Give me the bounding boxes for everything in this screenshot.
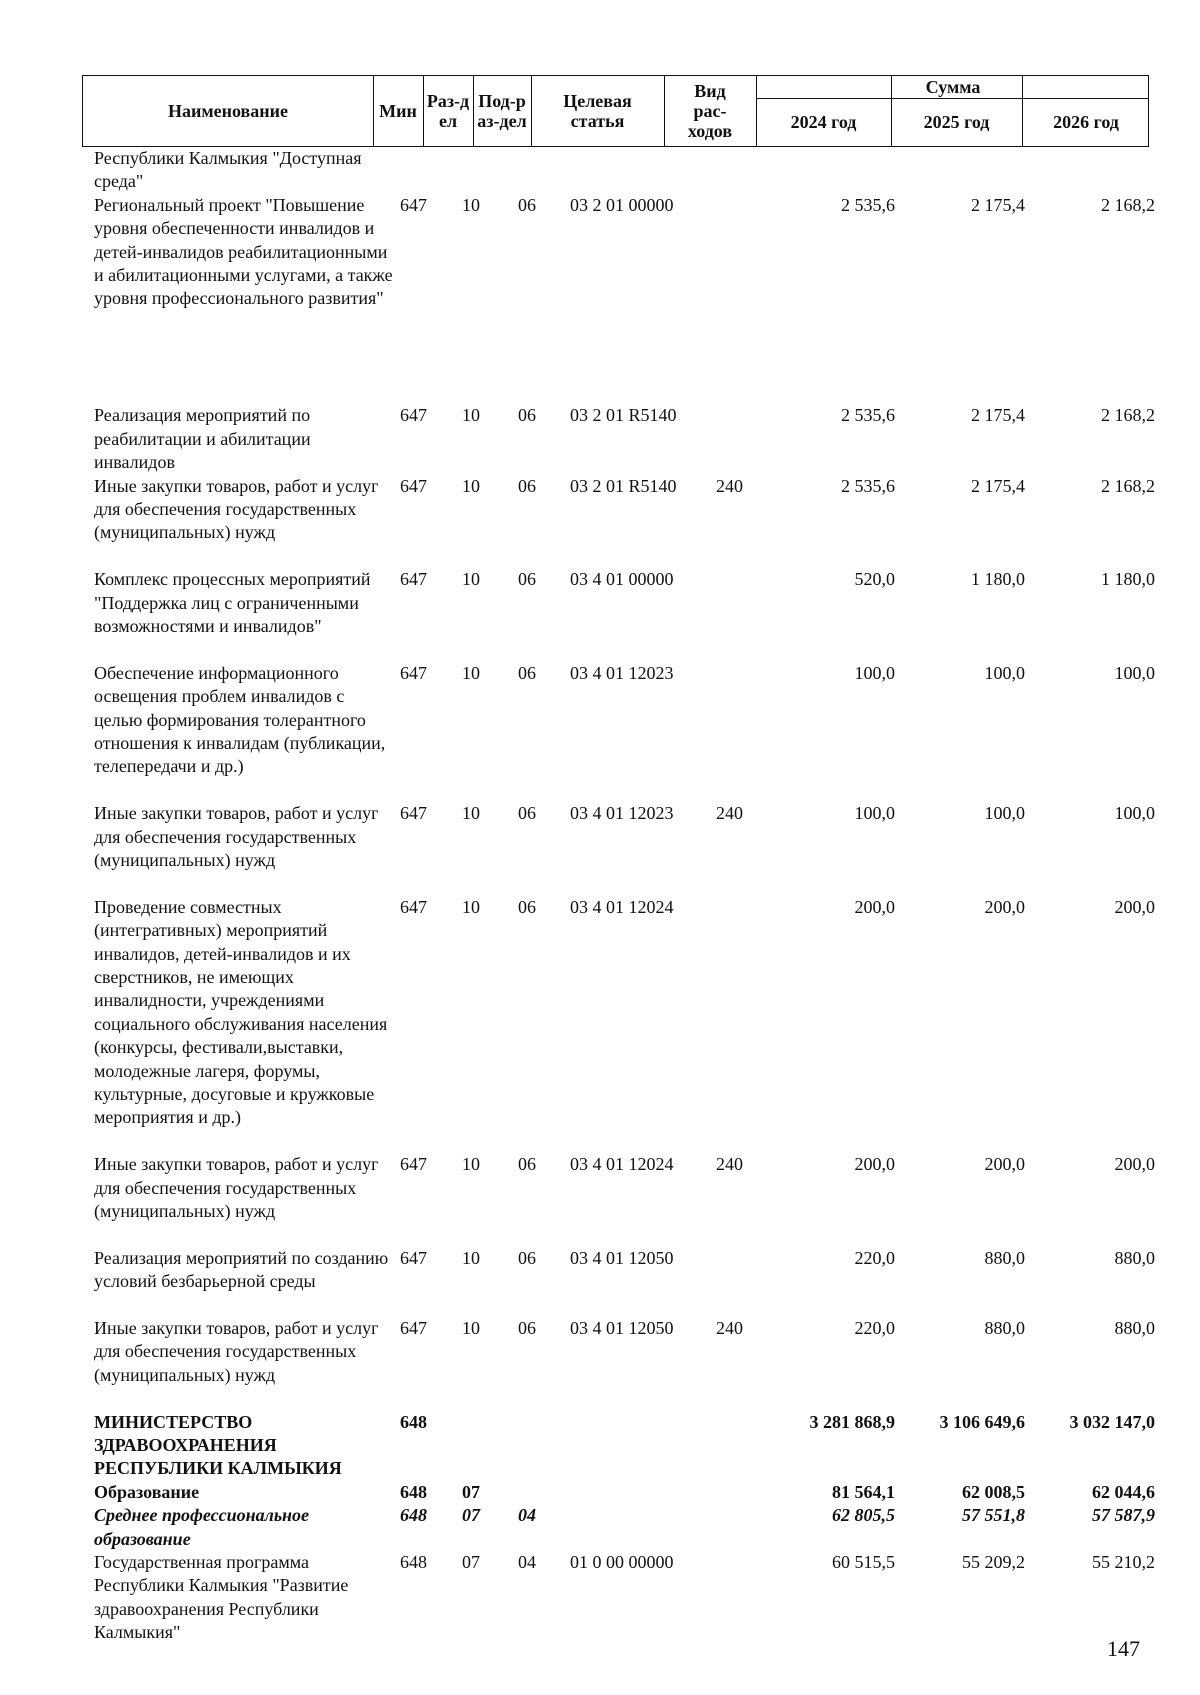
table-row [0,1504,1200,1551]
row-sum-2025: 2 175,4 [971,475,1025,496]
table-row [0,1153,1200,1247]
header-vid: Вид рас-ходов [687,81,733,141]
row-celevaya: 03 4 01 12024 [570,896,674,917]
row-podrazdel: 06 [518,475,536,496]
table-row [0,1551,1200,1645]
table-row [0,1481,1200,1504]
row-podrazdel: 06 [518,896,536,917]
row-sum-2024: 200,0 [854,1154,895,1175]
row-sum-2025: 880,0 [984,1317,1025,1338]
row-sum-2025: 880,0 [984,1247,1025,1268]
header-name: Наименование [168,101,288,121]
row-razdel: 07 [462,1505,480,1526]
header-2024: 2024 год [790,112,857,132]
row-sum-2025: 100,0 [984,803,1025,824]
row-sum-2025: 100,0 [984,662,1025,683]
row-sum-2024: 100,0 [854,662,895,683]
row-min: 647 [400,475,427,496]
page-number: 147 [1107,1636,1140,1661]
table-row [0,568,1200,662]
row-sum-2026: 880,0 [1114,1317,1155,1338]
row-min: 647 [400,896,427,917]
row-razdel: 07 [462,1481,480,1502]
row-podrazdel: 06 [518,569,536,590]
table-row [0,662,1200,802]
row-sum-2026: 880,0 [1114,1247,1155,1268]
row-name: Иные закупки товаров, работ и услуг для обеспечения государственных (муниципальных) нужд [94,803,379,870]
row-name: Государственная программа Республики Калмыкия "Развитие здравоохранения Республики Калмыкия" [94,1551,349,1643]
row-name: Иные закупки товаров, работ и услуг для обеспечения государственных (муниципальных) нужд [94,475,379,543]
row-sum-2024: 200,0 [854,896,895,917]
row-sum-2024: 520,0 [854,569,895,590]
row-min: 647 [400,569,427,590]
table-row [0,147,1200,194]
row-name: Реализация мероприятий по реабилитации и абилитации инвалидов [94,405,311,473]
table-row [0,194,1200,405]
row-podrazdel: 06 [518,1317,536,1338]
row-min: 647 [400,1317,427,1338]
row-razdel: 10 [462,1154,480,1175]
row-name: Образование [94,1481,200,1502]
row-sum-2024: 100,0 [854,803,895,824]
row-razdel: 10 [462,896,480,917]
row-sum-2026: 100,0 [1114,662,1155,683]
row-sum-2025: 3 106 649,6 [939,1411,1025,1432]
row-celevaya: 03 4 01 12023 [570,803,674,824]
row-sum-2025: 200,0 [984,1154,1025,1175]
row-celevaya: 03 2 01 00000 [570,194,674,215]
row-sum-2025: 1 180,0 [971,569,1025,590]
row-podrazdel: 06 [518,1154,536,1175]
table-row [0,1411,1200,1481]
row-sum-2025: 62 008,5 [962,1481,1025,1502]
row-podrazdel: 06 [518,1247,536,1268]
row-sum-2026: 1 180,0 [1101,569,1155,590]
row-sum-2025: 200,0 [984,896,1025,917]
header-celevaya: Целевая статья [563,91,632,131]
row-sum-2025: 2 175,4 [971,194,1025,215]
row-name: Иные закупки товаров, работ и услуг для обеспечения государственных (муниципальных) нужд [94,1317,379,1385]
row-min: 648 [400,1411,427,1432]
row-sum-2025: 2 175,4 [971,405,1025,426]
row-celevaya: 03 4 01 12050 [570,1317,674,1338]
row-sum-2026: 2 168,2 [1101,405,1155,426]
row-min: 647 [400,1247,427,1268]
row-sum-2026: 3 032 147,0 [1069,1411,1155,1432]
header-2026: 2026 год [1053,112,1119,132]
row-name: Проведение совместных (интегративных) мероприятий инвалидов, детей-инвалидов и их сверстников, не имеющих инвалидности, учреждениями социального обслуживания населения (конкурсы, фестивали,выставки, молодежные лагеря, форумы, культурные, досуговые и кружковые мероприятия и др.) [94,896,388,1128]
table-body [0,147,1200,1644]
row-sum-2024: 81 564,1 [832,1481,895,1502]
row-celevaya: 03 4 01 12024 [570,1154,674,1175]
row-sum-2026: 2 168,2 [1101,475,1155,496]
row-razdel: 10 [462,803,480,824]
row-name: Иные закупки товаров, работ и услуг для обеспечения государственных (муниципальных) нужд [94,1154,379,1221]
row-podrazdel: 06 [518,662,536,683]
row-celevaya: 03 4 01 00000 [570,569,674,590]
row-podrazdel: 06 [518,405,536,426]
row-sum-2024: 62 805,5 [832,1505,895,1526]
row-podrazdel: 04 [518,1551,536,1572]
row-name: Среднее профессиональное образование [94,1505,310,1549]
table-row [0,1317,1200,1411]
row-vid: 240 [716,475,743,496]
table-row [0,896,1200,1153]
row-sum-2024: 3 281 868,9 [809,1411,895,1432]
row-razdel: 10 [462,662,480,683]
row-razdel: 07 [462,1551,480,1572]
row-celevaya: 01 0 00 00000 [570,1551,674,1572]
row-sum-2024: 2 535,6 [841,405,895,426]
row-vid: 240 [716,803,743,824]
row-razdel: 10 [462,1247,480,1268]
row-min: 647 [400,662,427,683]
row-celevaya: 03 2 01 R5140 [570,475,677,496]
table-row [0,475,1200,569]
table-row [0,802,1200,896]
row-sum-2025: 57 551,8 [962,1505,1025,1526]
header-min: Мин [379,101,417,121]
row-min: 647 [400,194,427,215]
row-sum-2026: 100,0 [1114,803,1155,824]
row-name: Региональный проект "Повышение уровня обеспеченности инвалидов и детей-инвалидов реабилитационными и абилитационными услугами, а также уровня профессионального развития" [94,194,393,309]
row-min: 648 [400,1551,427,1572]
table-header [82,75,1149,147]
row-sum-2024: 2 535,6 [841,194,895,215]
table-row [0,404,1200,474]
row-name: МИНИСТЕРСТВО ЗДРАВООХРАНЕНИЯ РЕСПУБЛИКИ КАЛМЫКИЯ [94,1411,342,1479]
row-celevaya: 03 2 01 R5140 [570,405,677,426]
row-vid: 240 [716,1154,743,1175]
row-name: Реализация мероприятий по созданию условий безбарьерной среды [94,1247,389,1292]
row-razdel: 10 [462,194,480,215]
row-min: 647 [400,405,427,426]
row-podrazdel: 04 [518,1505,536,1526]
row-sum-2026: 2 168,2 [1101,194,1155,215]
row-razdel: 10 [462,569,480,590]
table-row [0,1247,1200,1317]
row-sum-2026: 200,0 [1114,1154,1155,1175]
row-sum-2025: 55 209,2 [962,1551,1025,1572]
row-podrazdel: 06 [518,803,536,824]
row-podrazdel: 06 [518,194,536,215]
row-razdel: 10 [462,405,480,426]
row-min: 647 [400,803,427,824]
row-sum-2024: 220,0 [854,1317,895,1338]
row-celevaya: 03 4 01 12050 [570,1247,674,1268]
row-name: Республики Калмыкия "Доступная среда" [94,148,362,192]
row-sum-2026: 62 044,6 [1092,1481,1155,1502]
header-2025: 2025 год [923,112,990,132]
row-sum-2024: 60 515,5 [832,1551,895,1572]
header-podrazdel: Под-раз-дел [477,91,527,131]
row-min: 648 [400,1481,427,1502]
row-sum-2026: 55 210,2 [1092,1551,1155,1572]
row-min: 648 [400,1505,427,1526]
row-sum-2026: 200,0 [1114,896,1155,917]
row-celevaya: 03 4 01 12023 [570,662,674,683]
row-vid: 240 [716,1317,743,1338]
row-sum-2026: 57 587,9 [1092,1505,1155,1526]
row-sum-2024: 220,0 [854,1247,895,1268]
row-sum-2024: 2 535,6 [841,475,895,496]
row-razdel: 10 [462,475,480,496]
row-name: Комплекс процессных мероприятий "Поддержка лиц с ограниченными возможностями и инвалидов" [94,569,371,636]
row-name: Обеспечение информационного освещения проблем инвалидов с целью формирования толерантного отношения к инвалидам (публикации, телепередачи и др.) [94,662,386,777]
header-razdel: Раз-дел [426,91,470,131]
row-min: 647 [400,1154,427,1175]
row-razdel: 10 [462,1317,480,1338]
header-summa: Сумма [925,77,981,97]
